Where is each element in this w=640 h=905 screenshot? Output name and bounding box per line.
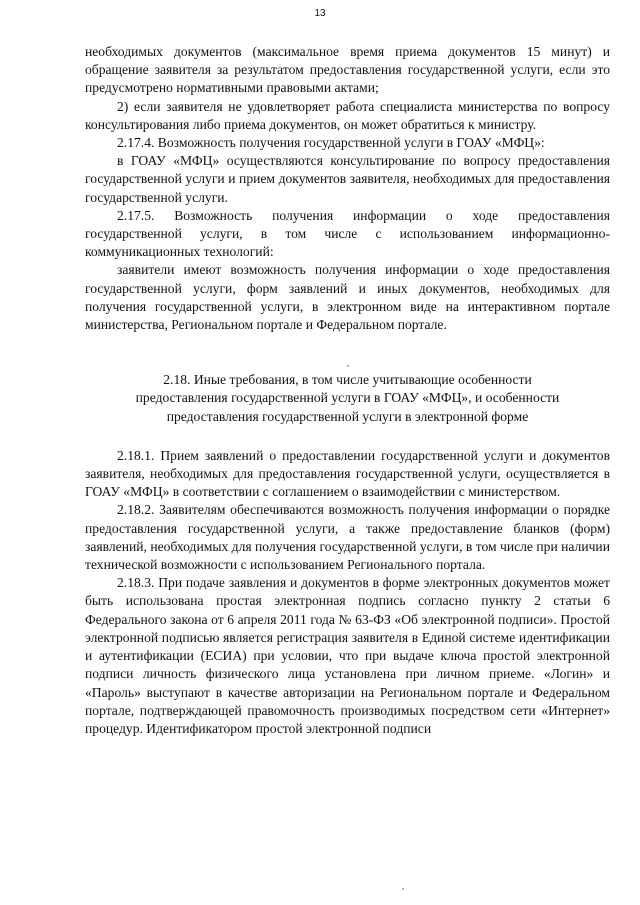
document-body	[85, 43, 610, 738]
paragraph-mfc-consulting: в ГОАУ «МФЦ» осуществляются консультирование по вопросу предоставления государственной услуги и прием документов заявителя, необходимых для предоставления государственной услуги.	[85, 153, 610, 205]
section-heading-2-18: 2.18. Иные требования, в том числе учитывающие особенности предоставления государственной услуги в ГОАУ «МФЦ», и особенности предоставления государственной услуги в электронной форме	[135, 372, 560, 424]
scan-speck	[347, 365, 349, 367]
paragraph-2-17-4: 2.17.4. Возможность получения государственной услуги в ГОАУ «МФЦ»:	[117, 135, 545, 151]
paragraph-2-18-3: 2.18.3. При подаче заявления и документов в форме электронных документов может быть использована простая электронная подпись согласно пункту 2 статьи 6 Федерального закона от 6 апреля 2011 года № 63-ФЗ «Об электронной подписи». Простой электронной подписью является регистрация заявителя в Единой системе идентификации и аутентификации (ЕСИА) при условии, что при выдаче ключа простой электронной подписи личность физического лица установлена при личном приеме. «Логин» и «Пароль» выступают в качестве авторизации на Региональном портале и Федеральном портале, подтверждающей правомочность производимых посредством сети «Интернет» процедур. Идентификатором простой электронной подписи	[85, 575, 610, 736]
paragraph-2-18-1: 2.18.1. Прием заявлений о предоставлении государственной услуги и документов заявителя, необходимых для предоставления государственной услуги, осуществляется в ГОАУ «МФЦ» в соответствии с соглашением о взаимодействии с министерством.	[85, 447, 610, 500]
paragraph-2: 2) если заявителя не удовлетворяет работа специалиста министерства по вопросу консультирования либо приема документов, он может обратиться к министру.	[85, 98, 610, 132]
page-number: 13	[314, 8, 326, 19]
paragraph-2-17-5: 2.17.5. Возможность получения информации о ходе предоставления государственной услуги, в том числе с использованием информационно-коммуникационных технологий:	[85, 207, 610, 260]
paragraph-2-18-2: 2.18.2. Заявителям обеспечиваются возможность получения информации о порядке предоставления государственной услуги, а также предоставление бланков (форм) заявлений, необходимых для получения государственной услуги, в том числе при наличии технической возможности с использованием Регионального портала.	[85, 502, 610, 573]
paragraph-1: необходимых документов (максимальное время приема документов 15 минут) и обращение заявителя за результатом предоставления государственной услуги, если это предусмотрено нормативными правовыми актами;	[85, 44, 610, 96]
scan-speck	[402, 888, 404, 890]
paragraph-applicants-info: заявители имеют возможность получения информации о ходе предоставления государственной услуги, форм заявлений и иных документов, необходимых для получения государственной услуги, в электронном виде на интерактивном портале министерства, Региональном портале и Федеральном портале.	[85, 262, 610, 333]
